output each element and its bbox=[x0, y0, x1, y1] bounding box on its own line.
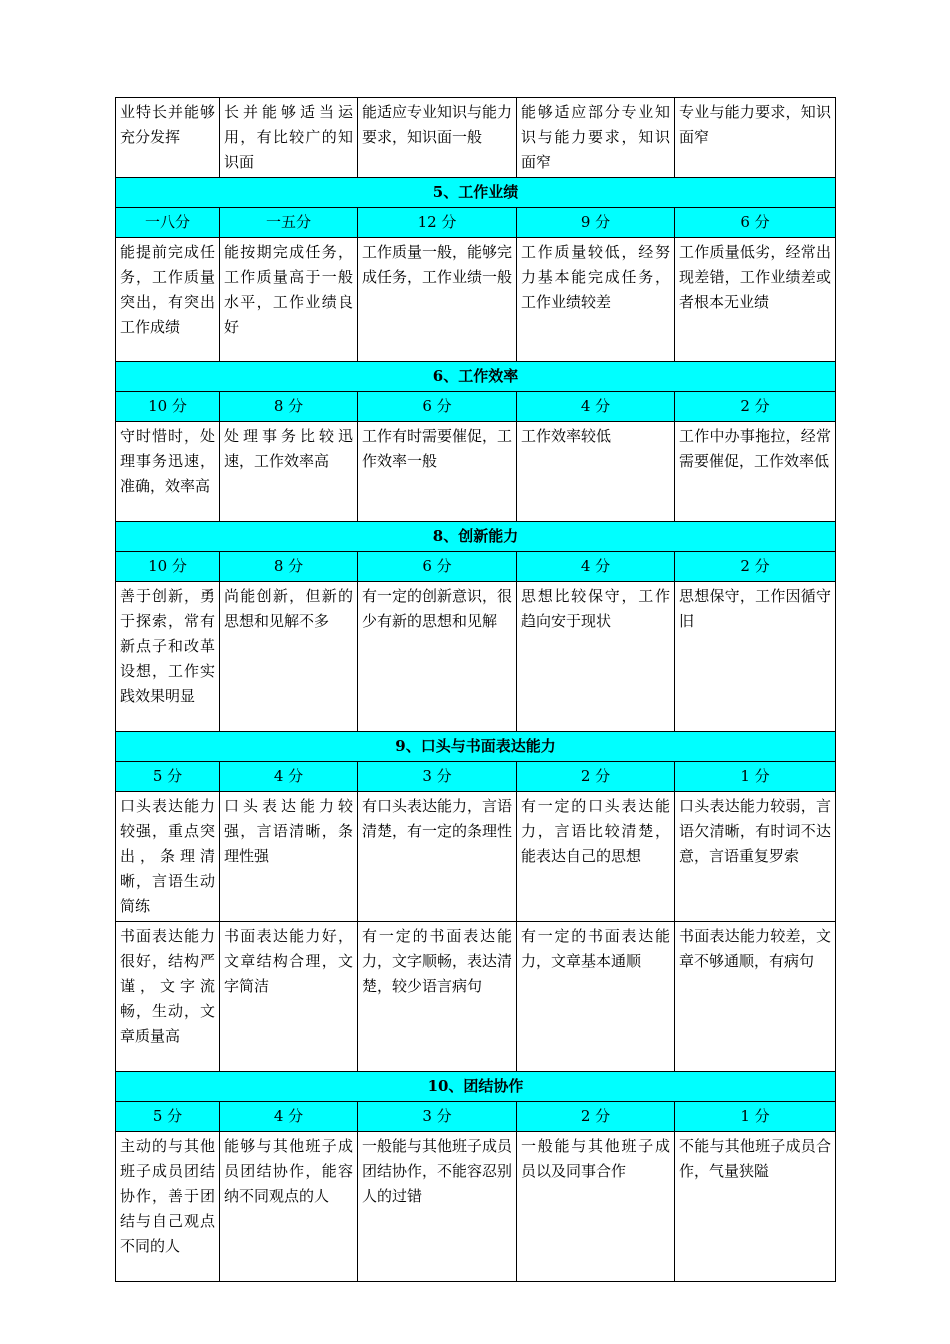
section-header-row bbox=[116, 732, 836, 762]
score-cell: 8 分 bbox=[220, 552, 358, 582]
table-cell: 有口头表达能力，言语清楚，有一定的条理性 bbox=[358, 792, 517, 922]
table-cell: 长并能够适当运用，有比较广的知识面 bbox=[220, 98, 358, 178]
table-cell: 能提前完成任务，工作质量突出，有突出工作成绩 bbox=[116, 238, 220, 362]
table-cell: 工作有时需要催促，工作效率一般 bbox=[358, 422, 517, 522]
table-row bbox=[116, 1132, 836, 1282]
score-cell: 1 分 bbox=[675, 1102, 836, 1132]
section-title: 6、工作效率 bbox=[116, 362, 836, 392]
table-cell: 能按期完成任务，工作质量高于一般水平，工作业绩良好 bbox=[220, 238, 358, 362]
score-cell: 2 分 bbox=[517, 1102, 675, 1132]
table-cell: 一般能与其他班子成员以及同事合作 bbox=[517, 1132, 675, 1282]
table-cell: 专业与能力要求，知识面窄 bbox=[675, 98, 836, 178]
section-title: 8、创新能力 bbox=[116, 522, 836, 552]
table-cell: 工作质量低劣，经常出现差错，工作业绩差或者根本无业绩 bbox=[675, 238, 836, 362]
score-cell: 2 分 bbox=[517, 762, 675, 792]
table-cell: 思想保守，工作因循守旧 bbox=[675, 582, 836, 732]
table-cell: 有一定的书面表达能力，文章基本通顺 bbox=[517, 922, 675, 1072]
score-cell: 一八分 bbox=[116, 208, 220, 238]
score-cell: 6 分 bbox=[675, 208, 836, 238]
table-cell: 有一定的创新意识，很少有新的思想和见解 bbox=[358, 582, 517, 732]
score-row bbox=[116, 552, 836, 582]
table-cell: 善于创新，勇于探索，常有新点子和改革设想，工作实践效果明显 bbox=[116, 582, 220, 732]
table-cell: 工作效率较低 bbox=[517, 422, 675, 522]
table-cell: 尚能创新，但新的思想和见解不多 bbox=[220, 582, 358, 732]
table-cell: 处理事务比较迅速，工作效率高 bbox=[220, 422, 358, 522]
score-cell: 2 分 bbox=[675, 552, 836, 582]
table-cell: 工作质量一般，能够完成任务，工作业绩一般 bbox=[358, 238, 517, 362]
table-cell: 书面表达能力好，文章结构合理，文字简洁 bbox=[220, 922, 358, 1072]
section-header-row bbox=[116, 522, 836, 552]
score-cell: 12 分 bbox=[358, 208, 517, 238]
score-cell: 4 分 bbox=[517, 392, 675, 422]
table-cell: 口头表达能力较强，言语清晰，条理性强 bbox=[220, 792, 358, 922]
score-row bbox=[116, 1102, 836, 1132]
score-cell: 4 分 bbox=[220, 762, 358, 792]
score-cell: 3 分 bbox=[358, 762, 517, 792]
table-cell: 一般能与其他班子成员团结协作，不能容忍别人的过错 bbox=[358, 1132, 517, 1282]
section-header-row bbox=[116, 362, 836, 392]
score-row bbox=[116, 392, 836, 422]
score-cell: 5 分 bbox=[116, 1102, 220, 1132]
evaluation-table bbox=[115, 97, 836, 1282]
table-cell: 业特长并能够充分发挥 bbox=[116, 98, 220, 178]
score-row bbox=[116, 762, 836, 792]
score-cell: 6 分 bbox=[358, 392, 517, 422]
section-header-row bbox=[116, 178, 836, 208]
section-header-row bbox=[116, 1072, 836, 1102]
score-cell: 8 分 bbox=[220, 392, 358, 422]
table-cell: 有一定的书面表达能力，文字顺畅，表达清楚，较少语言病句 bbox=[358, 922, 517, 1072]
table-cell: 思想比较保守，工作趋向安于现状 bbox=[517, 582, 675, 732]
score-cell: 3 分 bbox=[358, 1102, 517, 1132]
score-cell: 4 分 bbox=[517, 552, 675, 582]
score-row bbox=[116, 208, 836, 238]
score-cell: 10 分 bbox=[116, 552, 220, 582]
table-cell: 能适应专业知识与能力要求，知识面一般 bbox=[358, 98, 517, 178]
score-cell: 1 分 bbox=[675, 762, 836, 792]
section-title: 9、口头与书面表达能力 bbox=[116, 732, 836, 762]
table-row bbox=[116, 422, 836, 522]
table-cell: 能够适应部分专业知识与能力要求，知识面窄 bbox=[517, 98, 675, 178]
table-row bbox=[116, 582, 836, 732]
score-cell: 2 分 bbox=[675, 392, 836, 422]
table-cell: 工作质量较低，经努力基本能完成任务，工作业绩较差 bbox=[517, 238, 675, 362]
table-cell: 工作中办事拖拉，经常需要催促，工作效率低 bbox=[675, 422, 836, 522]
table-cell: 书面表达能力很好，结构严谨，文字流畅，生动，文章质量高 bbox=[116, 922, 220, 1072]
section-title: 5、工作业绩 bbox=[116, 178, 836, 208]
table-cell: 口头表达能力较弱，言语欠清晰，有时词不达意，言语重复罗索 bbox=[675, 792, 836, 922]
table-cell: 口头表达能力较强，重点突出，条理清晰，言语生动简练 bbox=[116, 792, 220, 922]
evaluation-table-body bbox=[116, 98, 836, 1282]
table-cell: 有一定的口头表达能力，言语比较清楚，能表达自己的思想 bbox=[517, 792, 675, 922]
table-cell: 不能与其他班子成员合作，气量狭隘 bbox=[675, 1132, 836, 1282]
score-cell: 6 分 bbox=[358, 552, 517, 582]
table-row bbox=[116, 98, 836, 178]
score-cell: 一五分 bbox=[220, 208, 358, 238]
score-cell: 10 分 bbox=[116, 392, 220, 422]
table-row bbox=[116, 922, 836, 1072]
score-cell: 4 分 bbox=[220, 1102, 358, 1132]
table-row bbox=[116, 792, 836, 922]
section-title: 10、团结协作 bbox=[116, 1072, 836, 1102]
table-row bbox=[116, 238, 836, 362]
table-cell: 能够与其他班子成员团结协作，能容纳不同观点的人 bbox=[220, 1132, 358, 1282]
score-cell: 9 分 bbox=[517, 208, 675, 238]
table-cell: 主动的与其他班子成员团结协作，善于团结与自己观点不同的人 bbox=[116, 1132, 220, 1282]
score-cell: 5 分 bbox=[116, 762, 220, 792]
table-cell: 书面表达能力较差，文章不够通顺，有病句 bbox=[675, 922, 836, 1072]
table-cell: 守时惜时，处理事务迅速，准确，效率高 bbox=[116, 422, 220, 522]
